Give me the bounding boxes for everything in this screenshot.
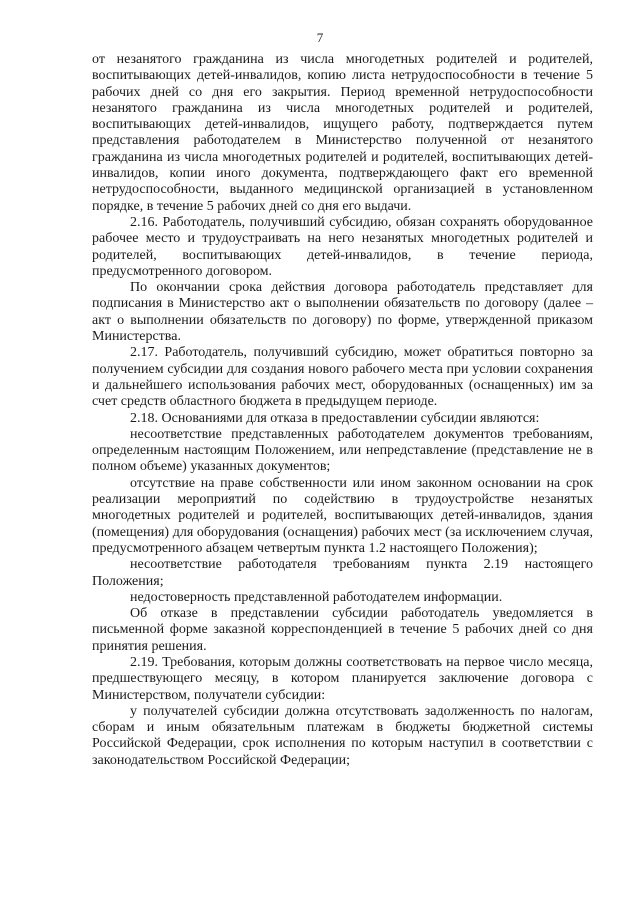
list-item-no-tax-debt: у получателей субсидии должна отсутствовать задолженность по налогам, сборам и иным обязательным платежам в бюджеты бюджетной системы Российской Федерации, срок исполнения по которым наступил в соответствии с законодательством Российской Федерации; (92, 703, 593, 768)
paragraph-2-19: 2.19. Требования, которым должны соответствовать на первое число месяца, предшествующего месяцу, в котором планируется заключение договора с Министерством, получатели субсидии: (92, 654, 593, 703)
list-item-documents-mismatch: несоответствие представленных работодателем документов требованиям, определенным настоящим Положением, или непредставление (представление не в полном объеме) указанных документов; (92, 426, 593, 475)
paragraph-2-16: 2.16. Работодатель, получивший субсидию, обязан сохранять оборудованное рабочее место и трудоустраивать на него незанятых многодетных родителей и родителей, воспитывающих детей-инвалидов, в течение периода, предусмотренного договором. (92, 214, 593, 279)
paragraph-2-17: 2.17. Работодатель, получивший субсидию, может обратиться повторно за получением субсидии для создания нового рабочего места при условии сохранения и дальнейшего использования рабочих мест, оборудованных (оснащенных) им за счет средств областного бюджета в предыдущем периоде. (92, 345, 593, 410)
list-item-no-premises: отсутствие на праве собственности или ином законном основании на срок реализации мероприятий по содействию в трудоустройстве незанятых многодетных родителей и родителей, воспитывающих детей-инвалидов, здания (помещения) для оборудования (оснащения) рабочих мест (за исключением случая, предусмотренного абзацем четвертым пункта 1.2 настоящего Положения); (92, 475, 593, 556)
paragraph-refusal-notice: Об отказе в представлении субсидии работодатель уведомляется в письменной форме заказной корреспонденцией в течение 5 рабочих дней со дня принятия решения. (92, 606, 593, 654)
body-text (92, 52, 593, 769)
paragraph-continuation: от незанятого гражданина из числа многодетных родителей и родителей, воспитывающих детей-инвалидов, копию листа нетрудоспособности в течение 5 рабочих дней со дня его закрытия. Период временной нетрудоспособности незанятого гражданина из числа многодетных родителей и родителей, воспитывающих детей-инвалидов, ищущего работу, подтверждается путем представления работодателем в Министерство полученной от незанятого гражданина из числа многодетных родителей и родителей, воспитывающих детей-инвалидов, копии иного документа, подтверждающего факт его временной нетрудоспособности, выданного медицинской организацией в установленном порядке, в течение 5 рабочих дней со дня его выдачи. (92, 52, 593, 214)
list-item-false-information: недостоверность представленной работодателем информации. (130, 589, 503, 605)
page-number: 7 (316, 30, 324, 45)
paragraph-2-18: 2.18. Основаниями для отказа в предоставлении субсидии являются: (130, 410, 540, 426)
list-item-requirements-mismatch: несоответствие работодателя требованиям пункта 2.19 настоящего Положения; (92, 557, 593, 589)
paragraph-contract-end: По окончании срока действия договора работодатель представляет для подписания в Министерство акт о выполнении обязательств по договору (далее – акт о выполнении обязательств по договору) по форме, утвержденной приказом Министерства. (92, 280, 593, 345)
